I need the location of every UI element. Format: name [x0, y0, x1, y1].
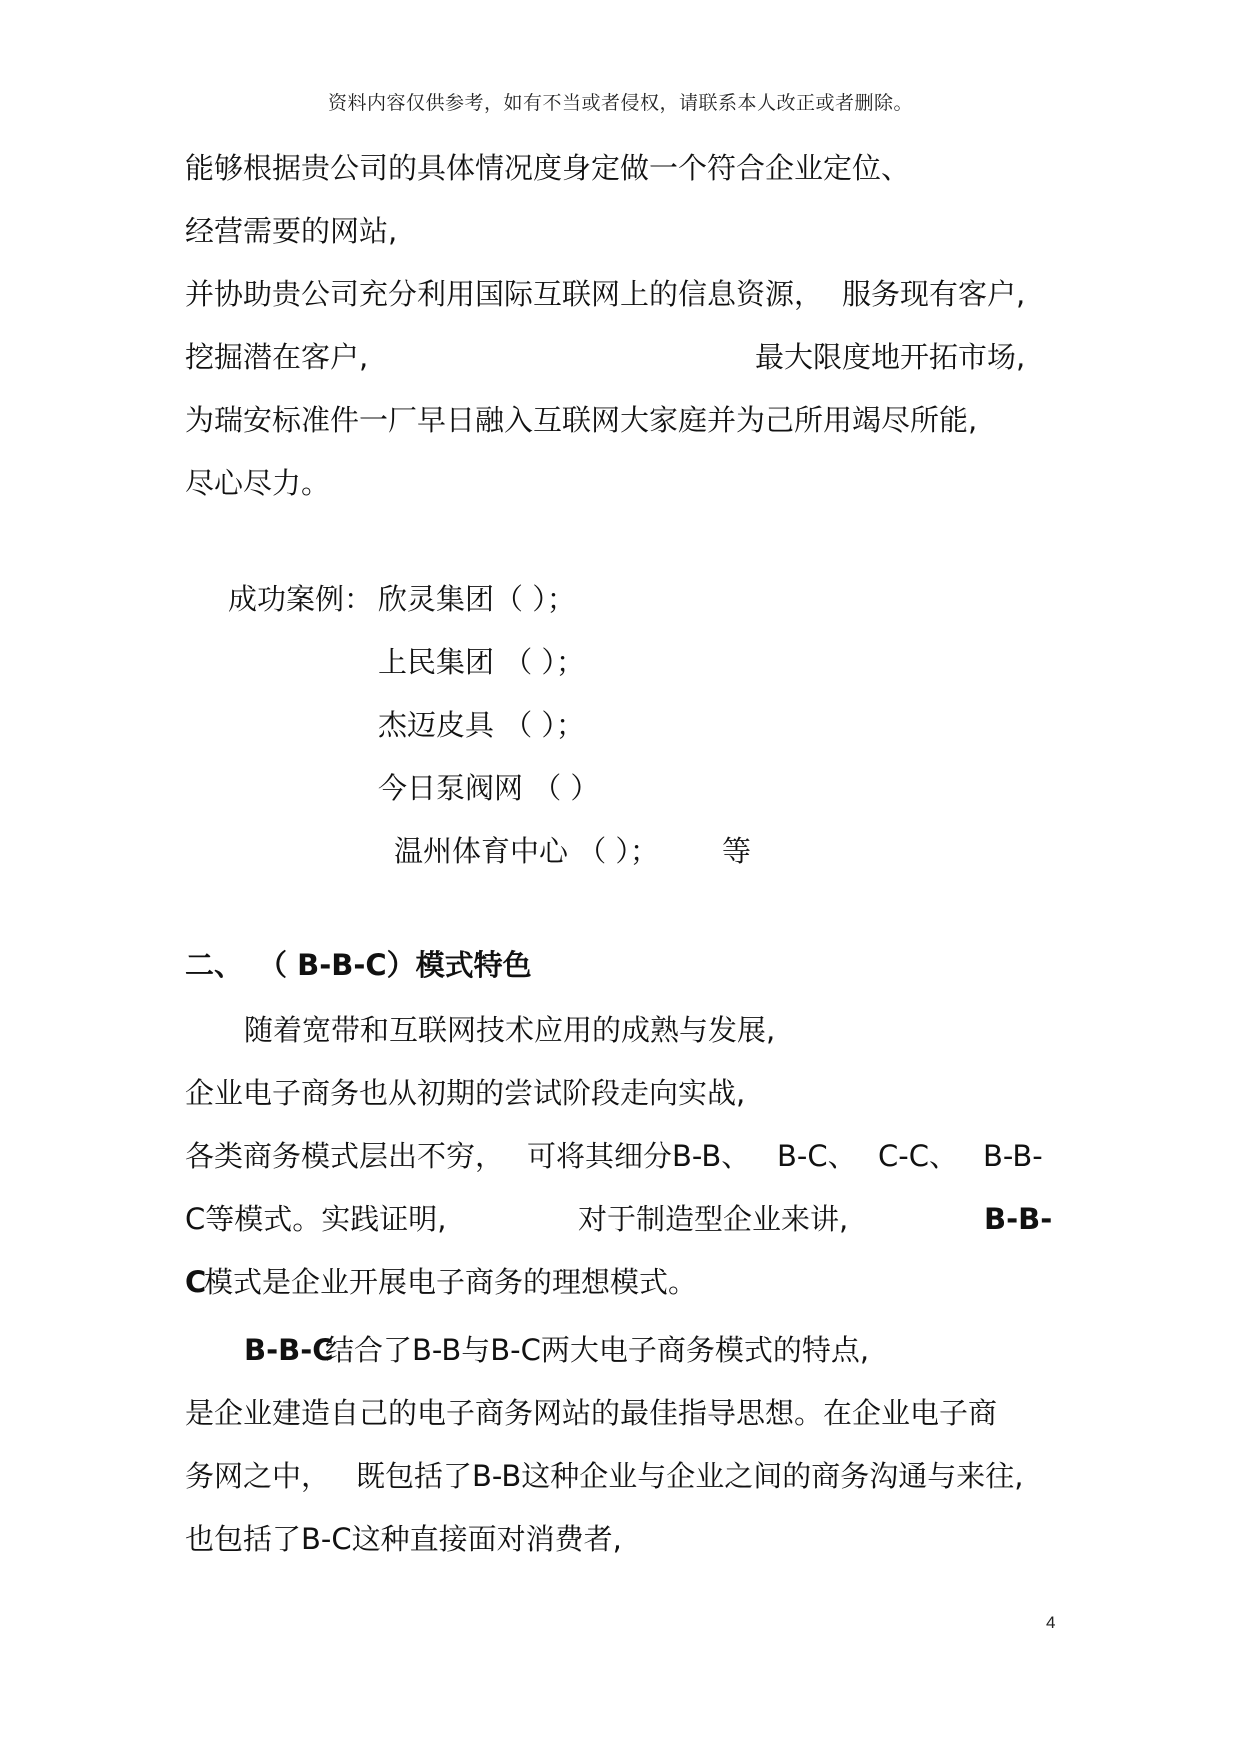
cases-label: 成功案例： — [228, 582, 374, 616]
para1-line-3b: 可将其细分B-B、 — [527, 1139, 751, 1173]
case-item-5: 温州体育中心 （ ）； — [394, 834, 659, 868]
intro-line-2: 经营需要的网站, — [185, 214, 398, 248]
para2-line-4: 也包括了B-C这种直接面对消费者, — [185, 1522, 622, 1556]
para2-line-2: 是企业建造自己的电子商务网站的最佳指导思想。在企业电子商 — [185, 1396, 998, 1430]
case-item-1: 欣灵集团（ ）； — [378, 582, 576, 616]
para2-line-3b: 既包括了B-B这种企业与企业之间的商务沟通与来往, — [356, 1459, 1024, 1493]
para1-line-3d: C-C、 — [878, 1139, 958, 1173]
intro-line-3a: 并协助贵公司充分利用国际互联网上的信息资源， — [185, 277, 824, 311]
section-2-title: （ B-B-C）模式特色 — [258, 948, 532, 982]
para1-line-2: 企业电子商务也从初期的尝试阶段走向实战, — [185, 1076, 746, 1110]
para1-line-4c: B-B- — [984, 1202, 1053, 1236]
case-item-2: 上民集团 （ ）； — [378, 645, 585, 679]
case-item-3: 杰迈皮具 （ ）； — [378, 708, 585, 742]
para1-line-4a: C等模式。实践证明, — [185, 1202, 447, 1236]
para2-line-1b: 结合了B-B与B-C两大电子商务模式的特点, — [325, 1333, 870, 1367]
intro-line-5: 为瑞安标准件一厂早日融入互联网大家庭并为己所用竭尽所能, — [185, 403, 978, 437]
section-2-number: 二、 — [185, 948, 244, 982]
intro-line-3b: 服务现有客户, — [842, 277, 1026, 311]
para1-line-4b: 对于制造型企业来讲, — [578, 1202, 849, 1236]
intro-line-1: 能够根据贵公司的具体情况度身定做一个符合企业定位、 — [185, 151, 911, 185]
para2-line-3a: 务网之中， — [185, 1459, 331, 1493]
case-etc: 等 — [722, 834, 752, 868]
para1-line-5a: C — [185, 1265, 207, 1299]
disclaimer-header: 资料内容仅供参考，如有不当或者侵权，请联系本人改正或者删除。 — [327, 92, 913, 114]
para1-line-5b: 模式是企业开展电子商务的理想模式。 — [204, 1265, 698, 1299]
para1-line-3c: B-C、 — [777, 1139, 857, 1173]
case-item-4: 今日泵阀网 （ ） — [378, 771, 600, 805]
para1-line-3a: 各类商务模式层出不穷， — [185, 1139, 505, 1173]
para1-line-1: 随着宽带和互联网技术应用的成熟与发展, — [244, 1013, 776, 1047]
para1-line-3e: B-B- — [983, 1139, 1043, 1173]
intro-line-6: 尽心尽力。 — [185, 466, 331, 500]
page-number: 4 — [1046, 1613, 1056, 1632]
intro-line-4a: 挖掘潜在客户, — [185, 340, 369, 374]
para2-line-1a: B-B-C — [244, 1333, 334, 1367]
intro-line-4b: 最大限度地开拓市场, — [755, 340, 1026, 374]
